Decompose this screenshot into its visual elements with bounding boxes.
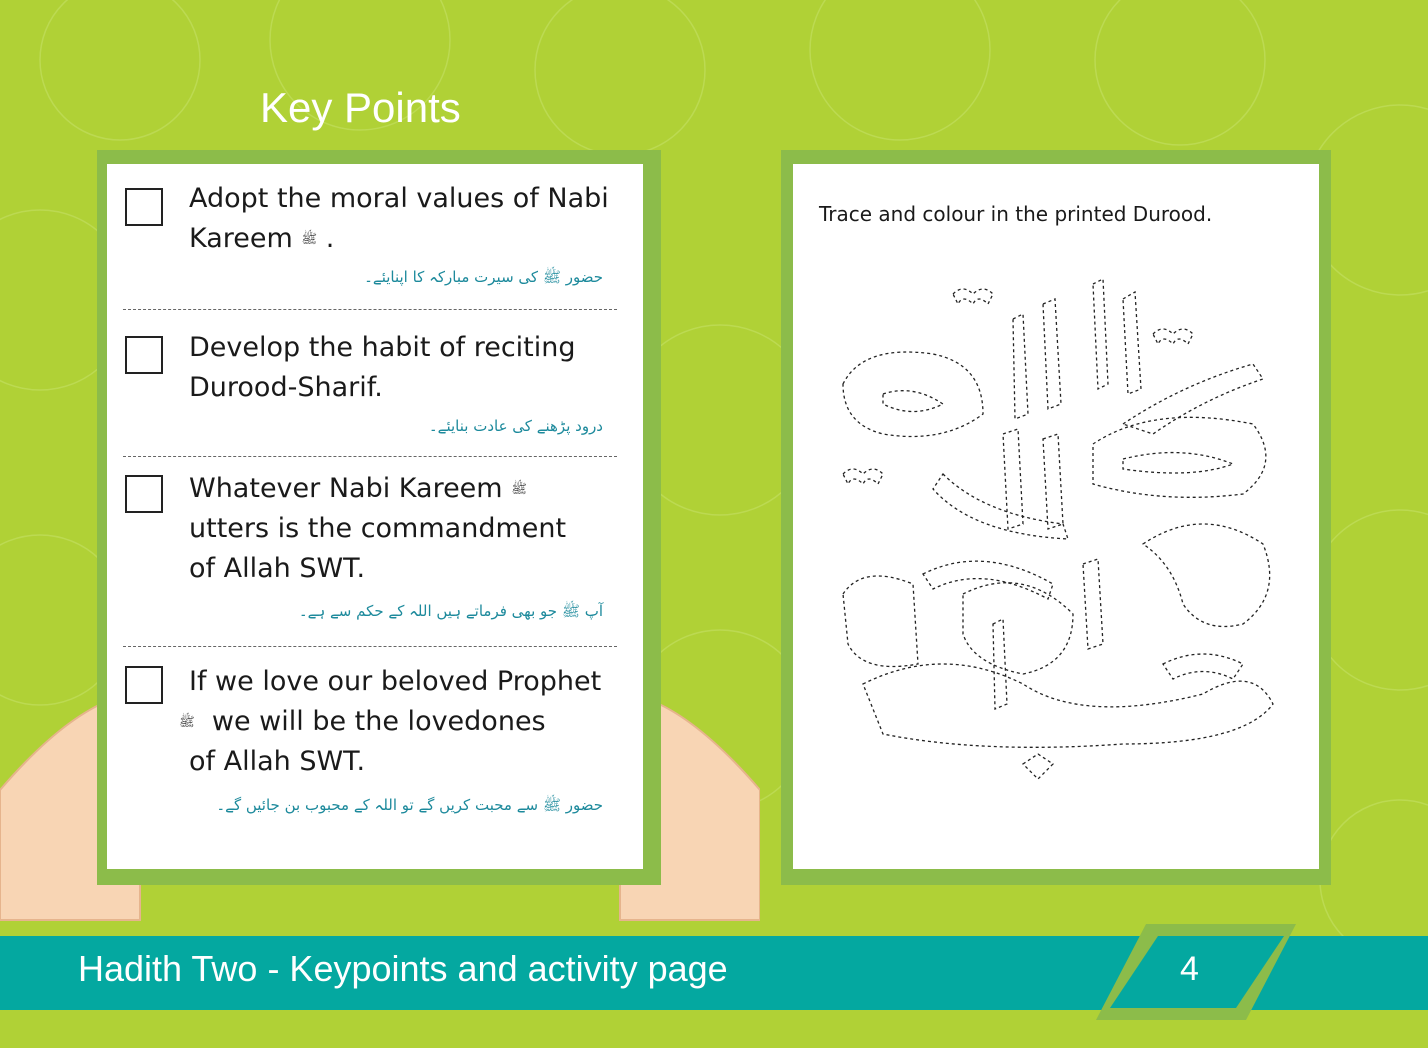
key-point-3-line-1: Whatever Nabi Kareem xyxy=(189,473,503,504)
divider xyxy=(123,646,617,647)
checkbox-4[interactable] xyxy=(125,666,163,704)
key-point-4-line-1: If we love our beloved Prophet xyxy=(189,666,602,697)
key-point-3-line-3: of Allah SWT. xyxy=(189,553,366,584)
key-points-sheet xyxy=(107,164,643,869)
key-point-1-urdu: حضور ﷺ کی سیرت مبارکہ کا اپنایئے۔ xyxy=(364,268,603,286)
key-point-3-line-2: utters is the commandment xyxy=(189,513,567,544)
activity-instruction: Trace and colour in the printed Durood. xyxy=(819,202,1213,226)
key-point-1-text: Adopt the moral values of Nabi Kareem xyxy=(189,183,609,254)
key-point-4-line-2: we will be the lovedones xyxy=(211,706,546,737)
key-point-3-urdu: آپ ﷺ جو بھی فرماتے ہیں اللہ کے حکم سے ہے۔ xyxy=(298,602,603,620)
page-title: Key Points xyxy=(260,84,461,131)
key-point-2-text: Develop the habit of reciting Durood-Sharif. xyxy=(189,332,576,403)
checkbox-3[interactable] xyxy=(125,475,163,513)
key-point-4-urdu: حضور ﷺ سے محبت کریں گے تو اللہ کے محبوب بن جائیں گے۔ xyxy=(216,796,603,814)
checkbox-1[interactable] xyxy=(125,188,163,226)
divider xyxy=(123,309,617,310)
divider xyxy=(123,456,617,457)
pbuh-symbol: ﷺ xyxy=(511,481,527,497)
key-point-2-urdu: درود پڑھنے کی عادت بنایئے۔ xyxy=(428,417,603,435)
activity-sheet xyxy=(793,164,1319,869)
key-points-card xyxy=(97,150,661,885)
key-point-4-line-3: of Allah SWT. xyxy=(189,746,366,777)
page-number: 4 xyxy=(1180,950,1199,988)
activity-card xyxy=(781,150,1331,885)
checkbox-2[interactable] xyxy=(125,336,163,374)
durood-tracing-calligraphy[interactable] xyxy=(823,264,1293,804)
pbuh-symbol: ﷺ xyxy=(301,231,318,247)
footer-title: Hadith Two - Keypoints and activity page xyxy=(78,948,728,989)
key-point-1-suffix: . xyxy=(317,223,335,254)
pbuh-symbol: ﷺ xyxy=(179,714,195,730)
